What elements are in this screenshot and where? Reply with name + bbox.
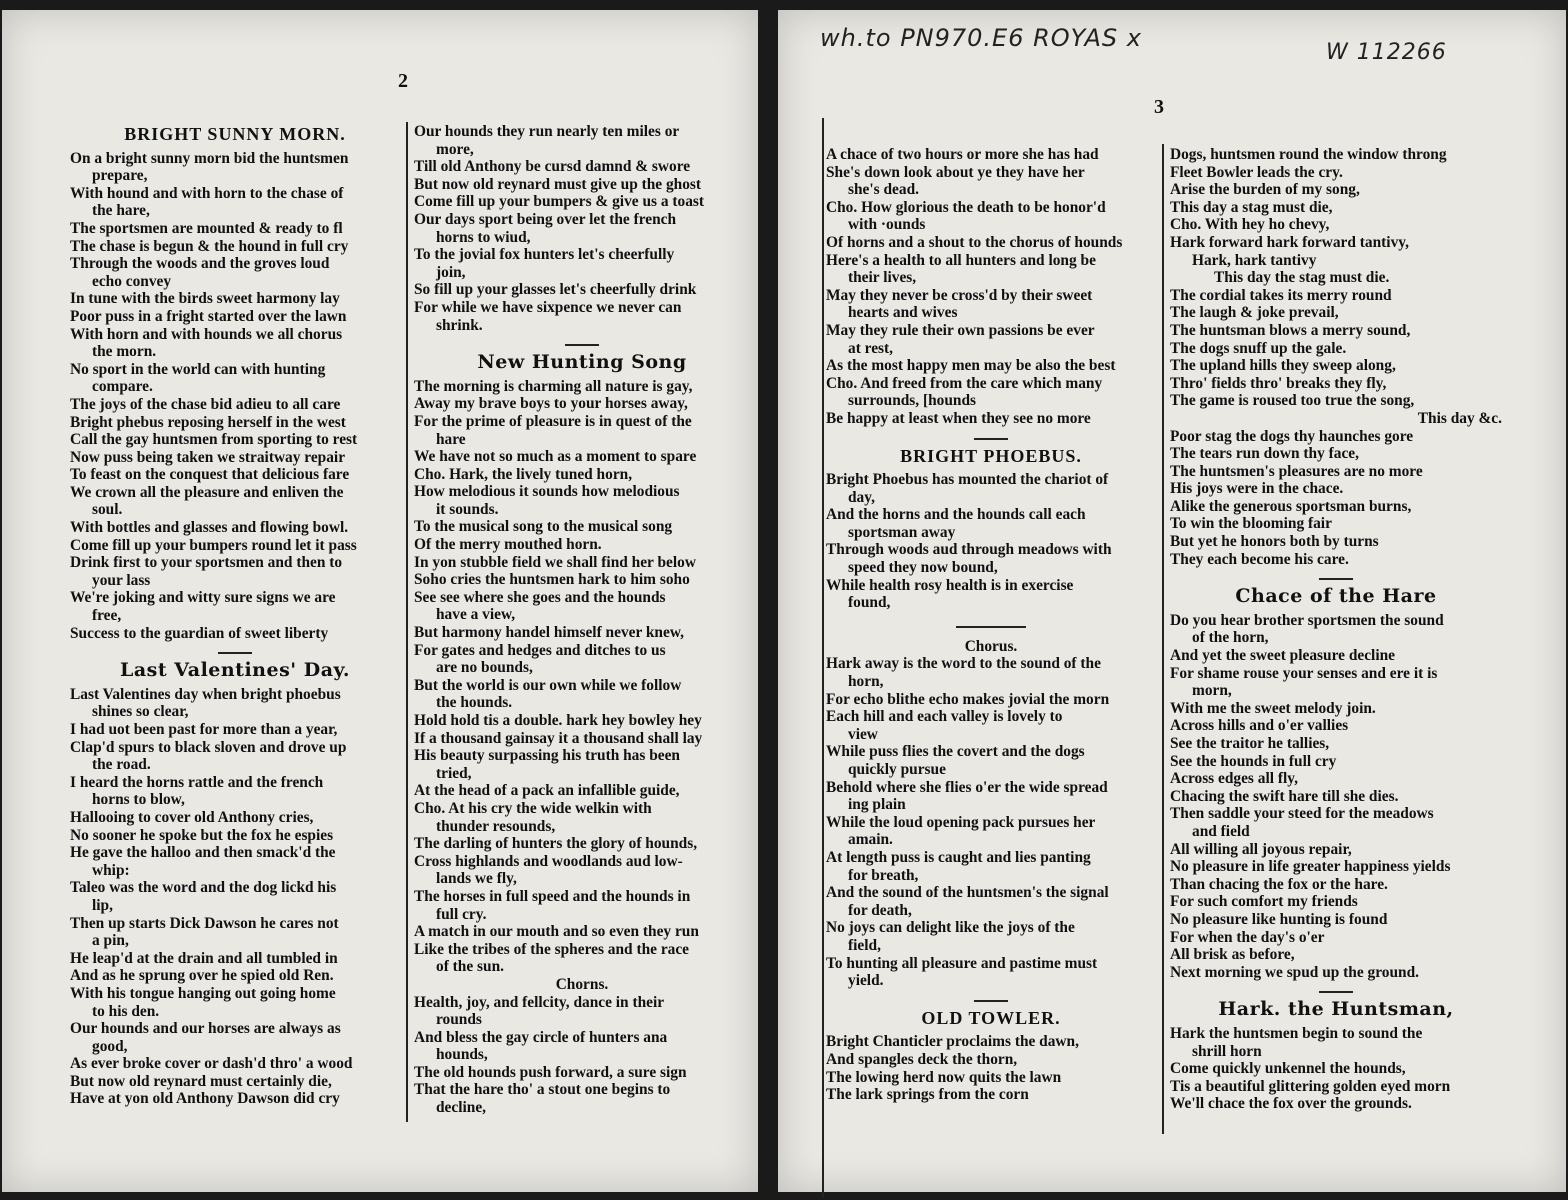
left-margin-rule [822,118,824,1198]
verse-line: Cho. And freed from the care which many [826,374,1103,392]
verse-line: have a view, [436,606,516,624]
verse-line: Cho. With hey ho chevy, [1170,216,1330,234]
verse-line: With hound and with horn to the chase of [70,184,344,202]
verse-line: Across edges all fly, [1170,770,1298,788]
verse-line: Dogs, huntsmen round the window throng [1170,146,1447,163]
column-divider [406,122,408,1122]
verse-line: The huntsmen's pleasures are no more [1170,462,1423,480]
verse-line: Come fill up your bumpers round let it pass [70,536,357,554]
verse-line: But now old reynard must certainly die, [70,1072,332,1090]
verse-line: And yet the sweet pleasure decline [1170,647,1395,665]
verse-line: To the musical song to the musical song [414,518,673,536]
verse-line: Come fill up your bumpers & give us a toast [414,193,705,211]
verse-line: For echo blithe echo makes jovial the morn [826,690,1110,708]
verse-line: Soho cries the huntsmen hark to him soho [414,571,690,589]
verse-line: Till old Anthony be cursd damnd & swore [414,158,691,176]
verse-line: While the loud opening pack pursues her [826,813,1096,831]
verse-line: He leap'd at the drain and all tumbled in [70,949,338,967]
verse-line: their lives, [848,269,917,287]
verse-line: Hark away is the word to the sound of the [826,655,1101,673]
verse-line: shrink. [436,316,483,334]
verse-line: a pin, [92,932,129,950]
right-page-column-1 [826,146,1156,1104]
verse-line: The darling of hunters the glory of hounds, [414,835,698,853]
verse-line: Cho. At his cry the wide welkin with [414,799,652,817]
verse-line: The chase is begun & the hound in full cry [70,237,349,255]
song-title: Hark. the Huntsman, [1218,998,1454,1021]
verse-line: hounds, [436,1046,488,1064]
verse-line: thunder resounds, [436,817,556,835]
verse-line: the hounds. [436,694,513,712]
verse-line: tried, [436,764,472,782]
verse-line: But now old reynard must give up the ghost [414,175,702,193]
left-page-column-2 [414,123,750,1117]
song-title: New Hunting Song [477,351,687,374]
verse-line: His beauty surpassing his truth has been [414,747,680,765]
song-title: Last Valentines' Day. [120,659,350,682]
verse-line: shines so clear, [92,703,189,721]
verse-line: Then saddle your steed for the meadows [1170,805,1434,823]
verse-line: His joys were in the chace. [1170,480,1344,498]
verse-line: We have not so much as a moment to spare [414,448,697,466]
verse-line: Now puss being taken we straitway repair [70,448,346,466]
verse-line: Away my brave boys to your horses away, [414,395,688,413]
verse-line: Than chacing the fox or the hare. [1170,875,1388,893]
verse-line: Health, joy, and fellcity, dance in their [414,993,665,1011]
verse-line: Our days sport being over let the french [414,210,677,228]
verse-line: sportsman away [848,523,956,541]
verse-line: lip, [92,896,113,914]
verse-line: at rest, [848,339,894,357]
verse-line: Our hounds they run nearly ten miles or [414,123,680,140]
verse-line: ing plain [848,796,906,814]
verse-line: soul. [92,501,123,519]
verse-line: All willing all joyous repair, [1170,840,1352,858]
verse-line: day, [848,488,875,506]
song-title: BRIGHT SUNNY MORN. [124,124,346,144]
verse-line: The horses in full speed and the hounds in [414,887,691,905]
section-separator [974,438,1008,440]
verse-line: Of the merry mouthed horn. [414,536,602,554]
verse-line: morn, [1192,682,1232,700]
verse-line: With his tongue hanging out going home [70,984,336,1002]
verse-line: She's down look about ye they have her [826,163,1085,181]
section-separator [956,626,1026,628]
verse-line: On a bright sunny morn bid the huntsmen [70,149,349,167]
verse-line: Tis a beautiful glittering golden eyed morn [1170,1077,1451,1095]
verse-line: For when the day's o'er [1170,928,1325,946]
verse-line: He gave the halloo and then smack'd the [70,844,336,862]
verse-line: No joys can delight like the joys of the [826,919,1075,937]
verse-line: Next morning we spud up the ground. [1170,963,1420,981]
verse-line: No sooner he spoke but the fox he espies [70,826,334,844]
verse-line: horn, [848,673,884,691]
verse-line: Hark the huntsmen begin to sound the [1170,1024,1423,1042]
verse-line: No sport in the world can with hunting [70,360,326,378]
verse-line: hearts and wives [848,304,958,322]
verse-line: Alike the generous sportsman burns, [1170,497,1412,515]
verse-line: Through woods aud through meadows with [826,541,1112,559]
verse-line: And as he sprung over he spied old Ren. [70,967,334,985]
song-title: Chace of the Hare [1235,585,1437,608]
verse-line: found, [848,594,891,612]
verse-line: To hunting all pleasure and pastime must [826,954,1098,972]
verse-line: If a thousand gainsay it a thousand shall lay [414,729,703,747]
verse-line: Success to the guardian of sweet liberty [70,624,329,642]
verse-line: with ·ounds [848,216,926,234]
verse-line: To win the blooming fair [1170,515,1332,533]
verse-line: Taleo was the word and the dog lickd his [70,879,337,897]
verse-line: Hark, hark tantivy [1192,251,1317,269]
verse-line: prepare, [92,167,148,185]
verse-line: With me the sweet melody join. [1170,699,1376,717]
verse-line: Poor stag the dogs thy haunches gore [1170,427,1414,445]
section-separator [218,652,252,654]
verse-line: That the hare tho' a stout one begins to [414,1081,671,1099]
column-divider [1162,144,1164,1134]
verse-line: And the horns and the hounds call each [826,506,1086,524]
verse-line: May they never be cross'd by their sweet [826,286,1093,304]
verse-line: free, [92,607,122,625]
verse-line: While health rosy health is in exercise [826,576,1074,594]
section-separator [1319,991,1353,993]
verse-line: Bright phebus reposing herself in the west [70,413,346,431]
page-number-left: 2 [398,70,408,92]
song-title: BRIGHT PHOEBUS. [900,445,1082,466]
verse-line: This day the stag must die. [1214,269,1390,287]
verse-line: Fleet Bowler leads the cry. [1170,163,1343,181]
verse-line: of the sun. [436,958,504,976]
verse-line: We're joking and witty sure signs we are [70,589,336,607]
verse-line: Chacing the swift hare till she dies. [1170,787,1399,805]
section-separator [1319,578,1353,580]
verse-line: For shame rouse your senses and ere it is [1170,664,1438,682]
verse-line: full cry. [436,905,487,923]
verse-line: field, [848,936,881,954]
verse-line: The cordial takes its merry round [1170,286,1392,304]
verse-line: Hallooing to cover old Anthony cries, [70,808,314,826]
handwritten-accession-number: W 112266 [1326,40,1447,65]
verse-line: A chace of two hours or more she has had [826,146,1099,163]
verse-line: We crown all the pleasure and enliven the [70,483,344,501]
verse-line: speed they now bound, [848,559,998,577]
verse-line: Hark forward hark forward tantivy, [1170,233,1409,251]
right-page [778,10,1566,1192]
verse-line: The laugh & joke prevail, [1170,304,1339,322]
verse-line: At the head of a pack an infallible guide, [414,782,680,800]
verse-line: This day a stag must die, [1170,198,1333,216]
verse-line: Thro' fields thro' breaks they fly, [1170,374,1387,392]
page-number-right: 3 [1154,96,1164,118]
verse-line: she's dead. [848,181,919,199]
left-page-column-1 [70,118,400,1108]
verse-line: We'll chace the fox over the grounds. [1170,1095,1412,1113]
verse-line: Our hounds and our horses are always as [70,1020,341,1038]
section-separator [565,344,599,346]
chorus-heading: Chorns. [555,975,609,993]
verse-line: quickly pursue [848,761,946,778]
verse-line: Clap'd spurs to black sloven and drove up [70,738,347,756]
verse-line: hare [436,430,466,448]
verse-line: Cross highlands and woodlands aud low- [414,852,683,870]
verse-line: May they rule their own passions be ever [826,321,1095,339]
verse-line: Come quickly unkennel the hounds, [1170,1060,1406,1078]
section-separator [974,1000,1008,1002]
verse-line: I heard the horns rattle and the french [70,773,324,791]
verse-line: But the world is our own while we follow [414,676,682,694]
verse-line: As the most happy men may be also the best [826,357,1116,375]
verse-line: of the horn, [1192,629,1269,647]
verse-line: While puss flies the covert and the dogs [826,743,1085,761]
verse-line: the hare, [92,202,150,220]
verse-line: echo convey [92,272,172,290]
verse-line: compare. [92,378,153,396]
verse-line: the morn. [92,343,157,361]
verse-line: As ever broke cover or dash'd thro' a wood [70,1055,353,1073]
verse-line: The lowing herd now quits the lawn [826,1068,1062,1086]
verse-line: For gates and hedges and ditches to us [414,641,666,659]
verse-line: They each become his care. [1170,550,1349,568]
verse-line: Have at yon old Anthony Dawson did cry [70,1090,340,1108]
verse-line: horns to blow, [92,791,185,809]
verse-line: amain. [848,831,893,849]
verse-line: join, [436,263,466,281]
verse-line: A match in our mouth and so even they run [414,923,699,941]
verse-line: Drink first to your sportsmen and then to [70,554,343,572]
verse-line: for death, [848,901,912,919]
verse-line: Bright Phoebus has mounted the chariot of [826,471,1109,489]
verse-line: The dogs snuff up the gale. [1170,339,1347,357]
verse-line: No pleasure like hunting is found [1170,910,1388,928]
verse-line: Call the gay huntsmen from sporting to rest [70,431,358,449]
verse-line: Last Valentines day when bright phoebus [70,685,341,703]
verse-line: With bottles and glasses and flowing bowl. [70,519,349,537]
verse-line: decline, [436,1099,487,1117]
verse-line: In tune with the birds sweet harmony lay [70,290,340,308]
verse-line: the road. [92,756,151,774]
verse-line: The old hounds push forward, a sure sign [414,1063,687,1081]
verse-line: Behold where she flies o'er the wide spread [826,778,1108,796]
right-page-column-2 [1170,146,1502,1113]
verse-line: Across hills and o'er vallies [1170,717,1349,735]
verse-line: view [848,725,878,743]
verse-line: To the jovial fox hunters let's cheerfully [414,246,675,264]
verse-line: and field [1192,822,1250,840]
verse-line: more, [436,140,474,158]
verse-line: The huntsman blows a merry sound, [1170,321,1411,339]
chorus-heading: Chorus. [964,637,1018,655]
verse-line: Like the tribes of the spheres and the race [414,940,690,958]
verse-line: Hold hold tis a double. hark hey bowley hey [414,712,702,729]
verse-line: With horn and with hounds we all chorus [70,325,343,343]
verse-line: How melodious it sounds how melodious [414,483,680,501]
verse-line: Be happy at least when they see no more [826,409,1091,427]
verse-line: Do you hear brother sportsmen the sound [1170,611,1444,629]
verse-line: So fill up your glasses let's cheerfully drink [414,281,697,299]
verse-line: The joys of the chase bid adieu to all care [70,395,341,413]
verse-line: For such comfort my friends [1170,893,1358,911]
verse-line: The upland hills they sweep along, [1170,357,1396,375]
verse-line: The tears run down thy face, [1170,445,1359,463]
song-title: OLD TOWLER. [921,1007,1061,1028]
verse-line: But yet he honors both by turns [1170,533,1379,551]
verse-line: I had uot been past for more than a year, [70,721,338,738]
verse-line: For while we have sixpence we never can [414,298,682,316]
verse-line: And bless the gay circle of hunters ana [414,1028,668,1046]
verse-line: Bright Chanticler proclaims the dawn, [826,1033,1079,1051]
verse-line: lands we fly, [436,870,517,888]
verse-line: To feast on the conquest that delicious fare [70,466,350,484]
verse-line: yield. [848,972,884,990]
verse-line: Of horns and a shout to the chorus of hounds [826,233,1123,251]
verse-line: Poor puss in a fright started over the lawn [70,307,347,325]
verse-line: The morning is charming all nature is gay, [414,377,693,395]
verse-line: Then up starts Dick Dawson he cares not [70,914,339,932]
verse-line: At length puss is caught and lies panting [826,848,1091,866]
verse-line: But harmony handel himself never knew, [414,624,684,642]
verse-line: for breath, [848,866,919,884]
verse-line: The sportsmen are mounted & ready to fl [70,219,343,237]
verse-line: The lark springs from the corn [826,1086,1029,1104]
handwritten-call-number: wh.to PN970.E6 ROYAS x [820,24,1142,52]
verse-line: Through the woods and the groves loud [70,255,330,273]
verse-line: For the prime of pleasure is in quest of the [414,412,692,430]
verse-line: whip: [92,861,130,879]
verse-line: See the traitor he tallies, [1170,735,1330,752]
verse-line: shrill horn [1192,1042,1262,1060]
left-page [2,10,758,1192]
verse-line: This day &c. [1417,409,1502,427]
verse-line: All brisk as before, [1170,946,1295,964]
verse-line: And the sound of the huntsmen's the signal [826,884,1109,902]
verse-line: Each hill and each valley is lovely to [826,708,1063,726]
verse-line: rounds [436,1011,482,1029]
verse-line: The game is roused too true the song, [1170,392,1415,410]
verse-line: Cho. Hark, the lively tuned horn, [414,465,633,483]
verse-line: horns to wiud, [436,228,531,246]
verse-line: to his den. [92,1002,160,1020]
verse-line: Cho. How glorious the death to be honor'd [826,198,1106,216]
verse-line: good, [92,1037,128,1055]
verse-line: Here's a health to all hunters and long be [826,251,1096,269]
verse-line: your lass [92,571,151,589]
verse-line: See see where she goes and the hounds [414,588,666,606]
verse-line: And spangles deck the thorn, [826,1050,1018,1068]
verse-line: surrounds, [hounds [848,392,977,410]
verse-line: In yon stubble field we shall find her below [414,553,696,571]
verse-line: Arise the burden of my song, [1170,181,1360,199]
verse-line: it sounds. [436,500,499,518]
verse-line: No pleasure in life greater happiness yields [1170,858,1451,876]
verse-line: See the hounds in full cry [1170,752,1337,770]
verse-line: are no bounds, [436,659,533,677]
